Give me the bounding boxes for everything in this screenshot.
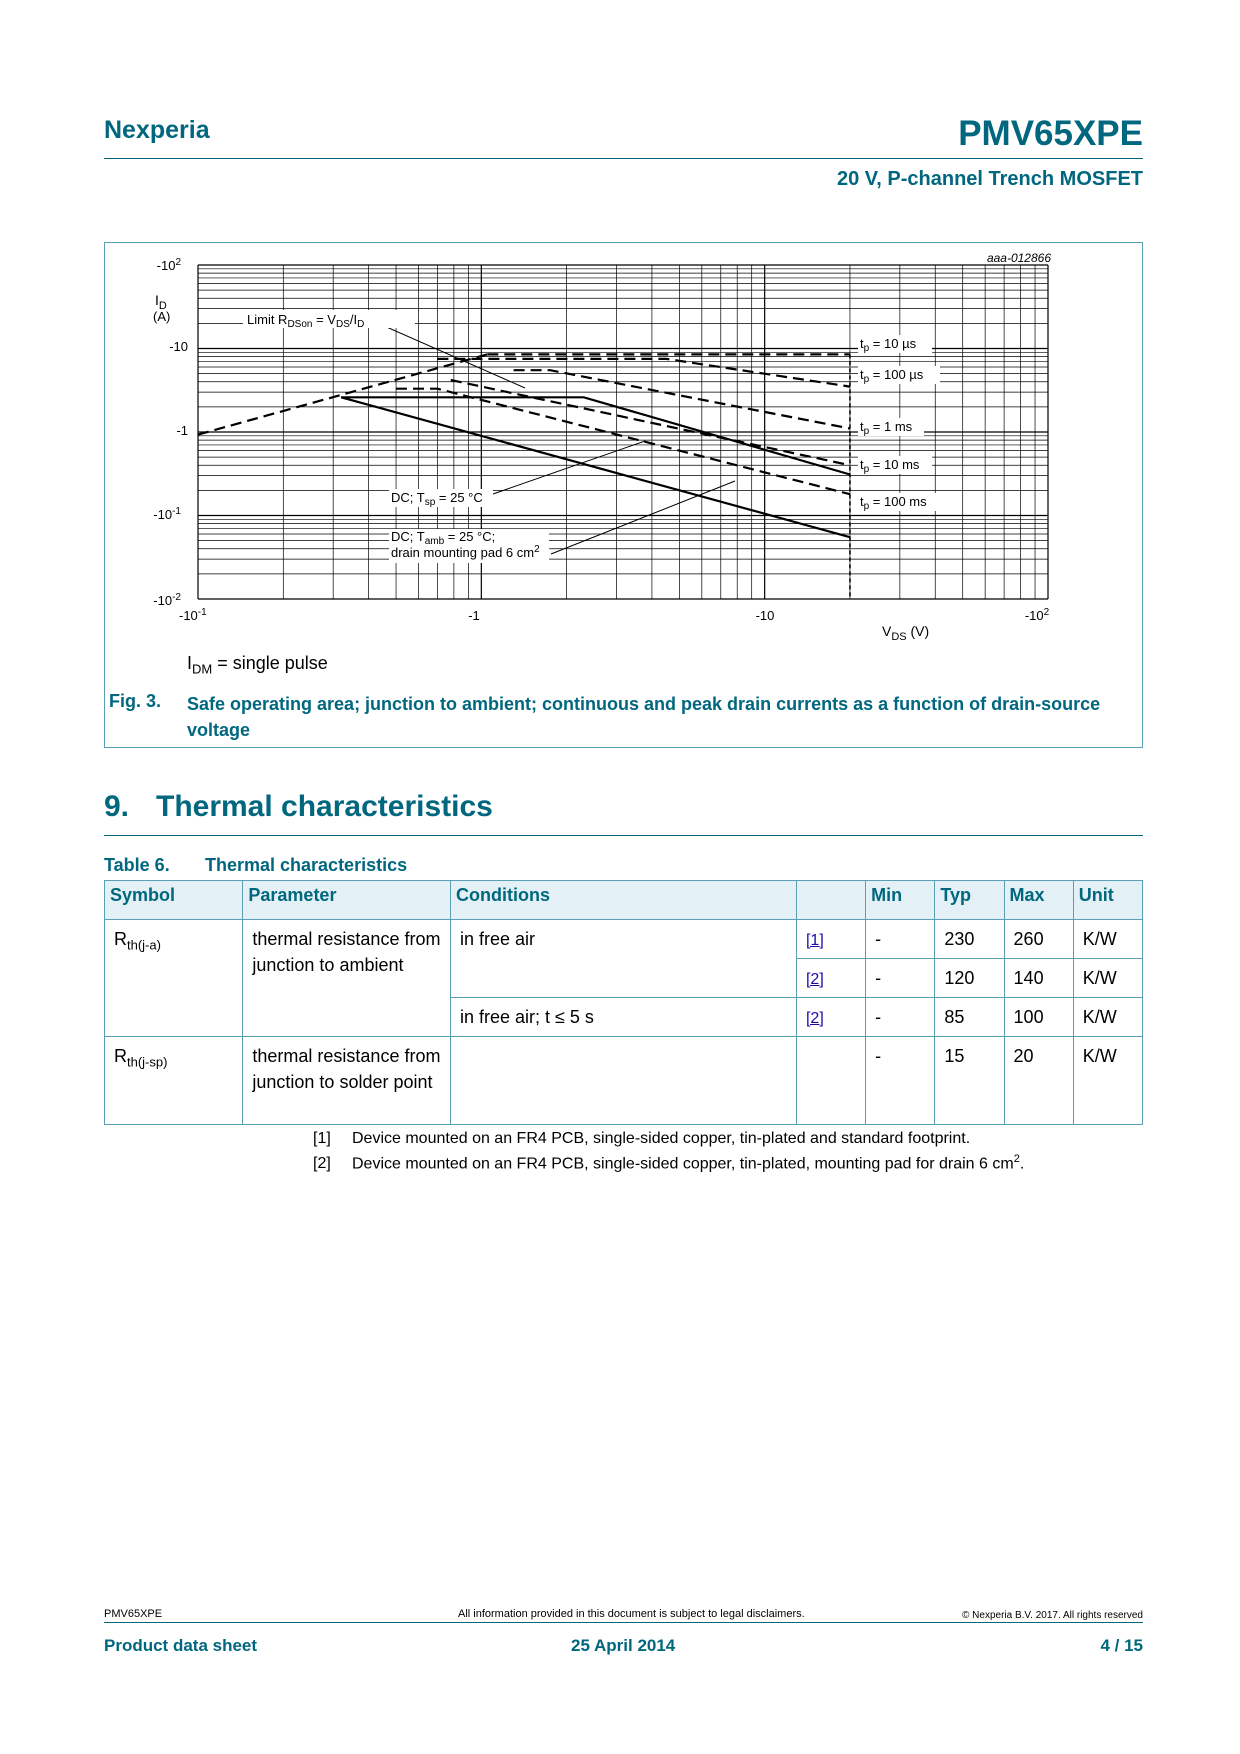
soa-curve-5 <box>396 389 850 495</box>
min-cell: - <box>866 998 935 1037</box>
y-tick-1: -1 <box>176 423 188 438</box>
soa-curve-0 <box>198 354 487 434</box>
col-symbol: Symbol <box>105 881 243 920</box>
leader-line <box>551 481 735 554</box>
section-number: 9. <box>104 790 130 823</box>
table-row <box>105 1037 1143 1125</box>
tp-1ms-label <box>858 418 924 437</box>
svg-text:tp = 1 ms: $t_p = 1$ ms <box>860 419 913 437</box>
symbol-cell: $R_{th(j-sp)}$ <box>105 1037 243 1125</box>
parameter-cell: thermal resistance from junction to ambient <box>243 920 451 1037</box>
ref-cell <box>796 1037 865 1125</box>
x-tick-1: -1 <box>468 608 480 623</box>
page-number: 4 / 15 <box>1100 1636 1143 1655</box>
footer-copyright: © Nexperia B.V. 2017. All rights reserved <box>962 1610 1143 1621</box>
figure-caption-number: Fig. 3. <box>109 691 162 711</box>
typ-cell: 230 <box>935 920 1004 959</box>
min-cell: - <box>866 959 935 998</box>
ref-cell <box>796 920 865 959</box>
min-cell: - <box>866 1037 935 1125</box>
svg-text:tp = 100 µs: $t_p = 100$ µs <box>860 367 924 385</box>
col-parameter: Parameter <box>243 881 451 920</box>
typ-cell: 15 <box>935 1037 1004 1125</box>
col-typ: Typ <box>935 881 1004 920</box>
max-cell: 260 <box>1004 920 1073 959</box>
table-caption: Table 6. Thermal characteristics <box>104 855 408 875</box>
figure-caption: Safe operating area; junction to ambient; continuous and peak drain currents as a function of drain-source voltage <box>187 694 1101 740</box>
svg-text:tp = 10 ms: $t_p = 10$ ms <box>860 457 920 475</box>
ref-cell <box>796 959 865 998</box>
y-tick-10: -10 <box>169 339 188 354</box>
footer-date: 25 April 2014 <box>571 1636 676 1655</box>
footer-part: PMV65XPE <box>104 1608 163 1620</box>
unit-cell: K/W <box>1073 959 1142 998</box>
leader-line <box>493 441 645 494</box>
document-subtitle: 20 V, P-channel Trench MOSFET <box>836 168 1143 190</box>
footer-disclaimer: All information provided in this document is subject to legal disclaimers. <box>458 1608 805 1620</box>
dc-tamb-label <box>389 529 549 563</box>
soa-curve-4 <box>451 380 850 465</box>
section-divider <box>104 835 1143 836</box>
x-axis-label: $V_{DS}$ (V) <box>882 623 930 643</box>
svg-text:drain mounting pad 6 cm2: drain mounting pad 6 $cm^2$ <box>391 544 540 560</box>
table-header-row <box>105 881 1143 920</box>
part-number: PMV65XPE <box>958 114 1143 153</box>
footnote-ref-link[interactable]: [2] <box>805 971 824 988</box>
footnote-ref-link[interactable]: [2] <box>805 1010 824 1027</box>
y-tick-01: $-10^{-1}$ <box>153 506 181 522</box>
footnote-ref-link[interactable]: [1] <box>805 932 824 949</box>
max-cell: 140 <box>1004 959 1073 998</box>
tp-100us-label <box>858 366 940 385</box>
col-unit: Unit <box>1073 881 1142 920</box>
unit-cell: K/W <box>1073 998 1142 1037</box>
svg-text:tp = 100 ms: $t_p = 100$ ms <box>860 494 927 512</box>
dc-tsp-label <box>389 489 493 508</box>
section-title <box>104 790 493 824</box>
figure-box <box>104 242 1143 748</box>
symbol-cell: $R_{th(j-a)}$ <box>105 920 243 1037</box>
x-tick-10: -10 <box>755 608 775 623</box>
y-tick-001: $-10^{-2}$ <box>153 592 181 608</box>
ref-cell <box>796 998 865 1037</box>
col-conditions: Conditions <box>450 881 796 920</box>
min-cell: - <box>866 920 935 959</box>
tp-10ms-label <box>858 456 932 475</box>
x-tick-100: $-10^2$ <box>1024 607 1050 623</box>
footer-doc-type: Product data sheet <box>104 1636 258 1655</box>
y-axis-label: $I_D$ <box>155 292 167 312</box>
x-tick-01: $-10^{-1}$ <box>179 607 207 623</box>
unit-cell: K/W <box>1073 920 1142 959</box>
max-cell: 20 <box>1004 1037 1073 1125</box>
typ-cell: 85 <box>935 998 1004 1037</box>
company-name: Nexperia <box>104 116 210 144</box>
svg-text:DC; Tsp = 25 °C: DC; $T_{sp} = 25$ °C <box>391 490 483 508</box>
svg-text:Limit RDSon = VDS/ID: Limit $R_{DSon} = V_{DS}/I_D$ <box>247 312 365 330</box>
table-row <box>105 920 1143 959</box>
header-divider <box>104 158 1143 159</box>
unit-cell: K/W <box>1073 1037 1142 1125</box>
soa-curve-2 <box>437 359 850 387</box>
thermal-table <box>104 880 1143 1125</box>
y-tick-100: $-10^2$ <box>156 257 181 273</box>
typ-cell: 120 <box>935 959 1004 998</box>
y-axis-unit: (A) <box>153 309 171 324</box>
svg-text:DC; Tamb = 25 °C;: DC; $T_{amb} = 25$ °C; <box>391 529 496 547</box>
tp-100ms-label <box>858 493 940 512</box>
soa-curve-7 <box>341 397 850 537</box>
col-ref <box>796 881 865 920</box>
svg-text:tp = 10 µs: $t_p = 10$ µs <box>860 336 917 354</box>
footer-divider <box>104 1622 1143 1623</box>
limit-rdson-label <box>243 310 415 330</box>
col-max: Max <box>1004 881 1073 920</box>
footnote-1: [1] Device mounted on an FR4 PCB, single-sided copper, tin-plated and standard footprint. <box>313 1130 971 1147</box>
conditions-cell <box>450 1037 796 1125</box>
parameter-cell: thermal resistance from junction to solder point <box>243 1037 451 1125</box>
figure-code: aaa-012866 <box>986 251 1051 265</box>
conditions-cell: in free air <box>450 920 796 998</box>
idm-note: $I_{DM}$ = single pulse <box>187 653 328 677</box>
tp-10us-label <box>858 335 932 354</box>
footnote-2: [2] Device mounted on an FR4 PCB, single-sided copper, tin-plated, mounting pad for drain 6 $cm^2$. <box>313 1153 1025 1173</box>
section-title-text: Thermal characteristics <box>156 790 493 823</box>
max-cell: 100 <box>1004 998 1073 1037</box>
col-min: Min <box>866 881 935 920</box>
conditions-cell: in free air; t ≤ 5 s <box>450 998 796 1037</box>
